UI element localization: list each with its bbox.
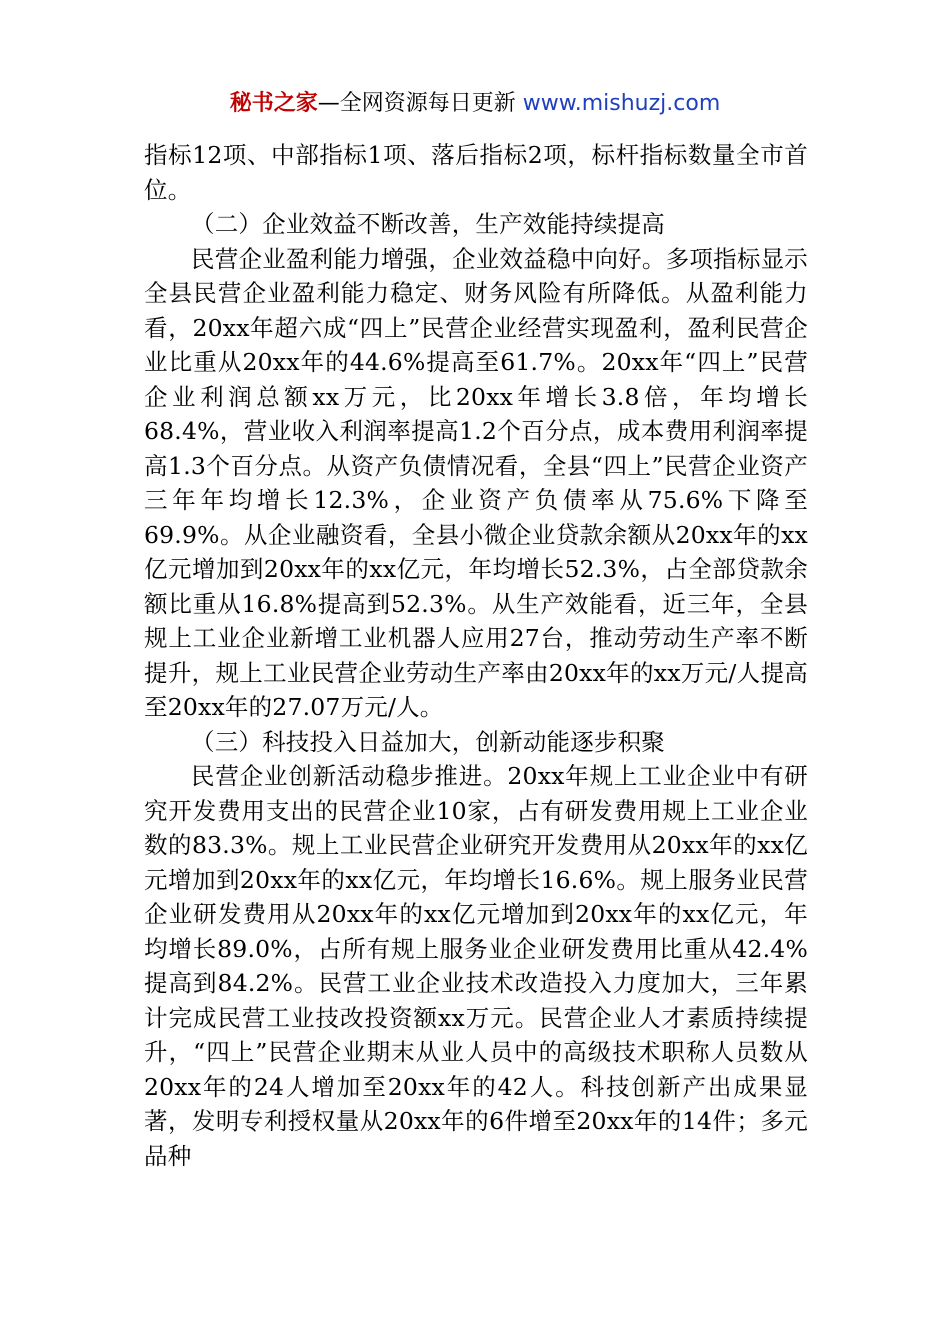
page-header	[0, 88, 950, 120]
site-brand: 秘书之家	[229, 91, 318, 116]
site-tagline: —全网资源每日更新	[317, 91, 523, 116]
section-heading-2: （二）企业效益不断改善，生产效能持续提高	[191, 210, 665, 238]
document-body	[144, 138, 808, 1173]
section-heading-3: （三）科技投入日益加大，创新动能逐步积聚	[191, 727, 665, 756]
paragraph-innovation: 民营企业创新活动稳步推进。20xx年规上工业企业中有研究开发费用支出的民营企业10家，占有研发费用规上工业企业数的83.3%。规上工业民营企业研究开发费用从20xx年的xx亿元增加到20xx年的xx亿元，年均增长16.6%。规上服务业民营企业研发费用从20xx年的xx亿元增加到20xx年的xx亿元，年均增长89.0%，占所有规上服务业企业研发费用比重从42.4%提高到84.2%。民营工业企业技术改造投入力度加大，三年累计完成民营工业技改投资额xx万元。民营企业人才素质持续提升，“四上”民营企业期末从业人员中的高级技术职称人员数从20xx年的24人增加至20xx年的42人。科技创新产出成果显著，发明专利授权量从20xx年的6件增至20xx年的14件；多元品种	[144, 762, 808, 1170]
paragraph-continuation: 指标12项、中部指标1项、落后指标2项，标杆指标数量全市首位。	[144, 141, 808, 204]
paragraph-profitability: 民营企业盈利能力增强，企业效益稳中向好。多项指标显示全县民营企业盈利能力稳定、财务风险有所降低。从盈利能力看，20xx年超六成“四上”民营企业经营实现盈利，盈利民营企业比重从20xx年的44.6%提高至61.7%。20xx年“四上”民营企业利润总额xx万元，比20xx年增长3.8倍，年均增长68.4%，营业收入利润率提高1.2个百分点，成本费用利润率提高1.3个百分点。从资产负债情况看，全县“四上”民营企业资产三年年均增长12.3%，企业资产负债率从75.6%下降至69.9%。从企业融资看，全县小微企业贷款余额从20xx年的xx亿元增加到20xx年的xx亿元，年均增长52.3%，占全部贷款余额比重从16.8%提高到52.3%。从生产效能看，近三年，全县规上工业企业新增工业机器人应用27台，推动劳动生产率不断提升，规上工业民营企业劳动生产率由20xx年的xx万元/人提高至20xx年的27.07万元/人。	[144, 244, 808, 721]
site-url-link[interactable]: www.mishuzj.com	[522, 91, 721, 116]
